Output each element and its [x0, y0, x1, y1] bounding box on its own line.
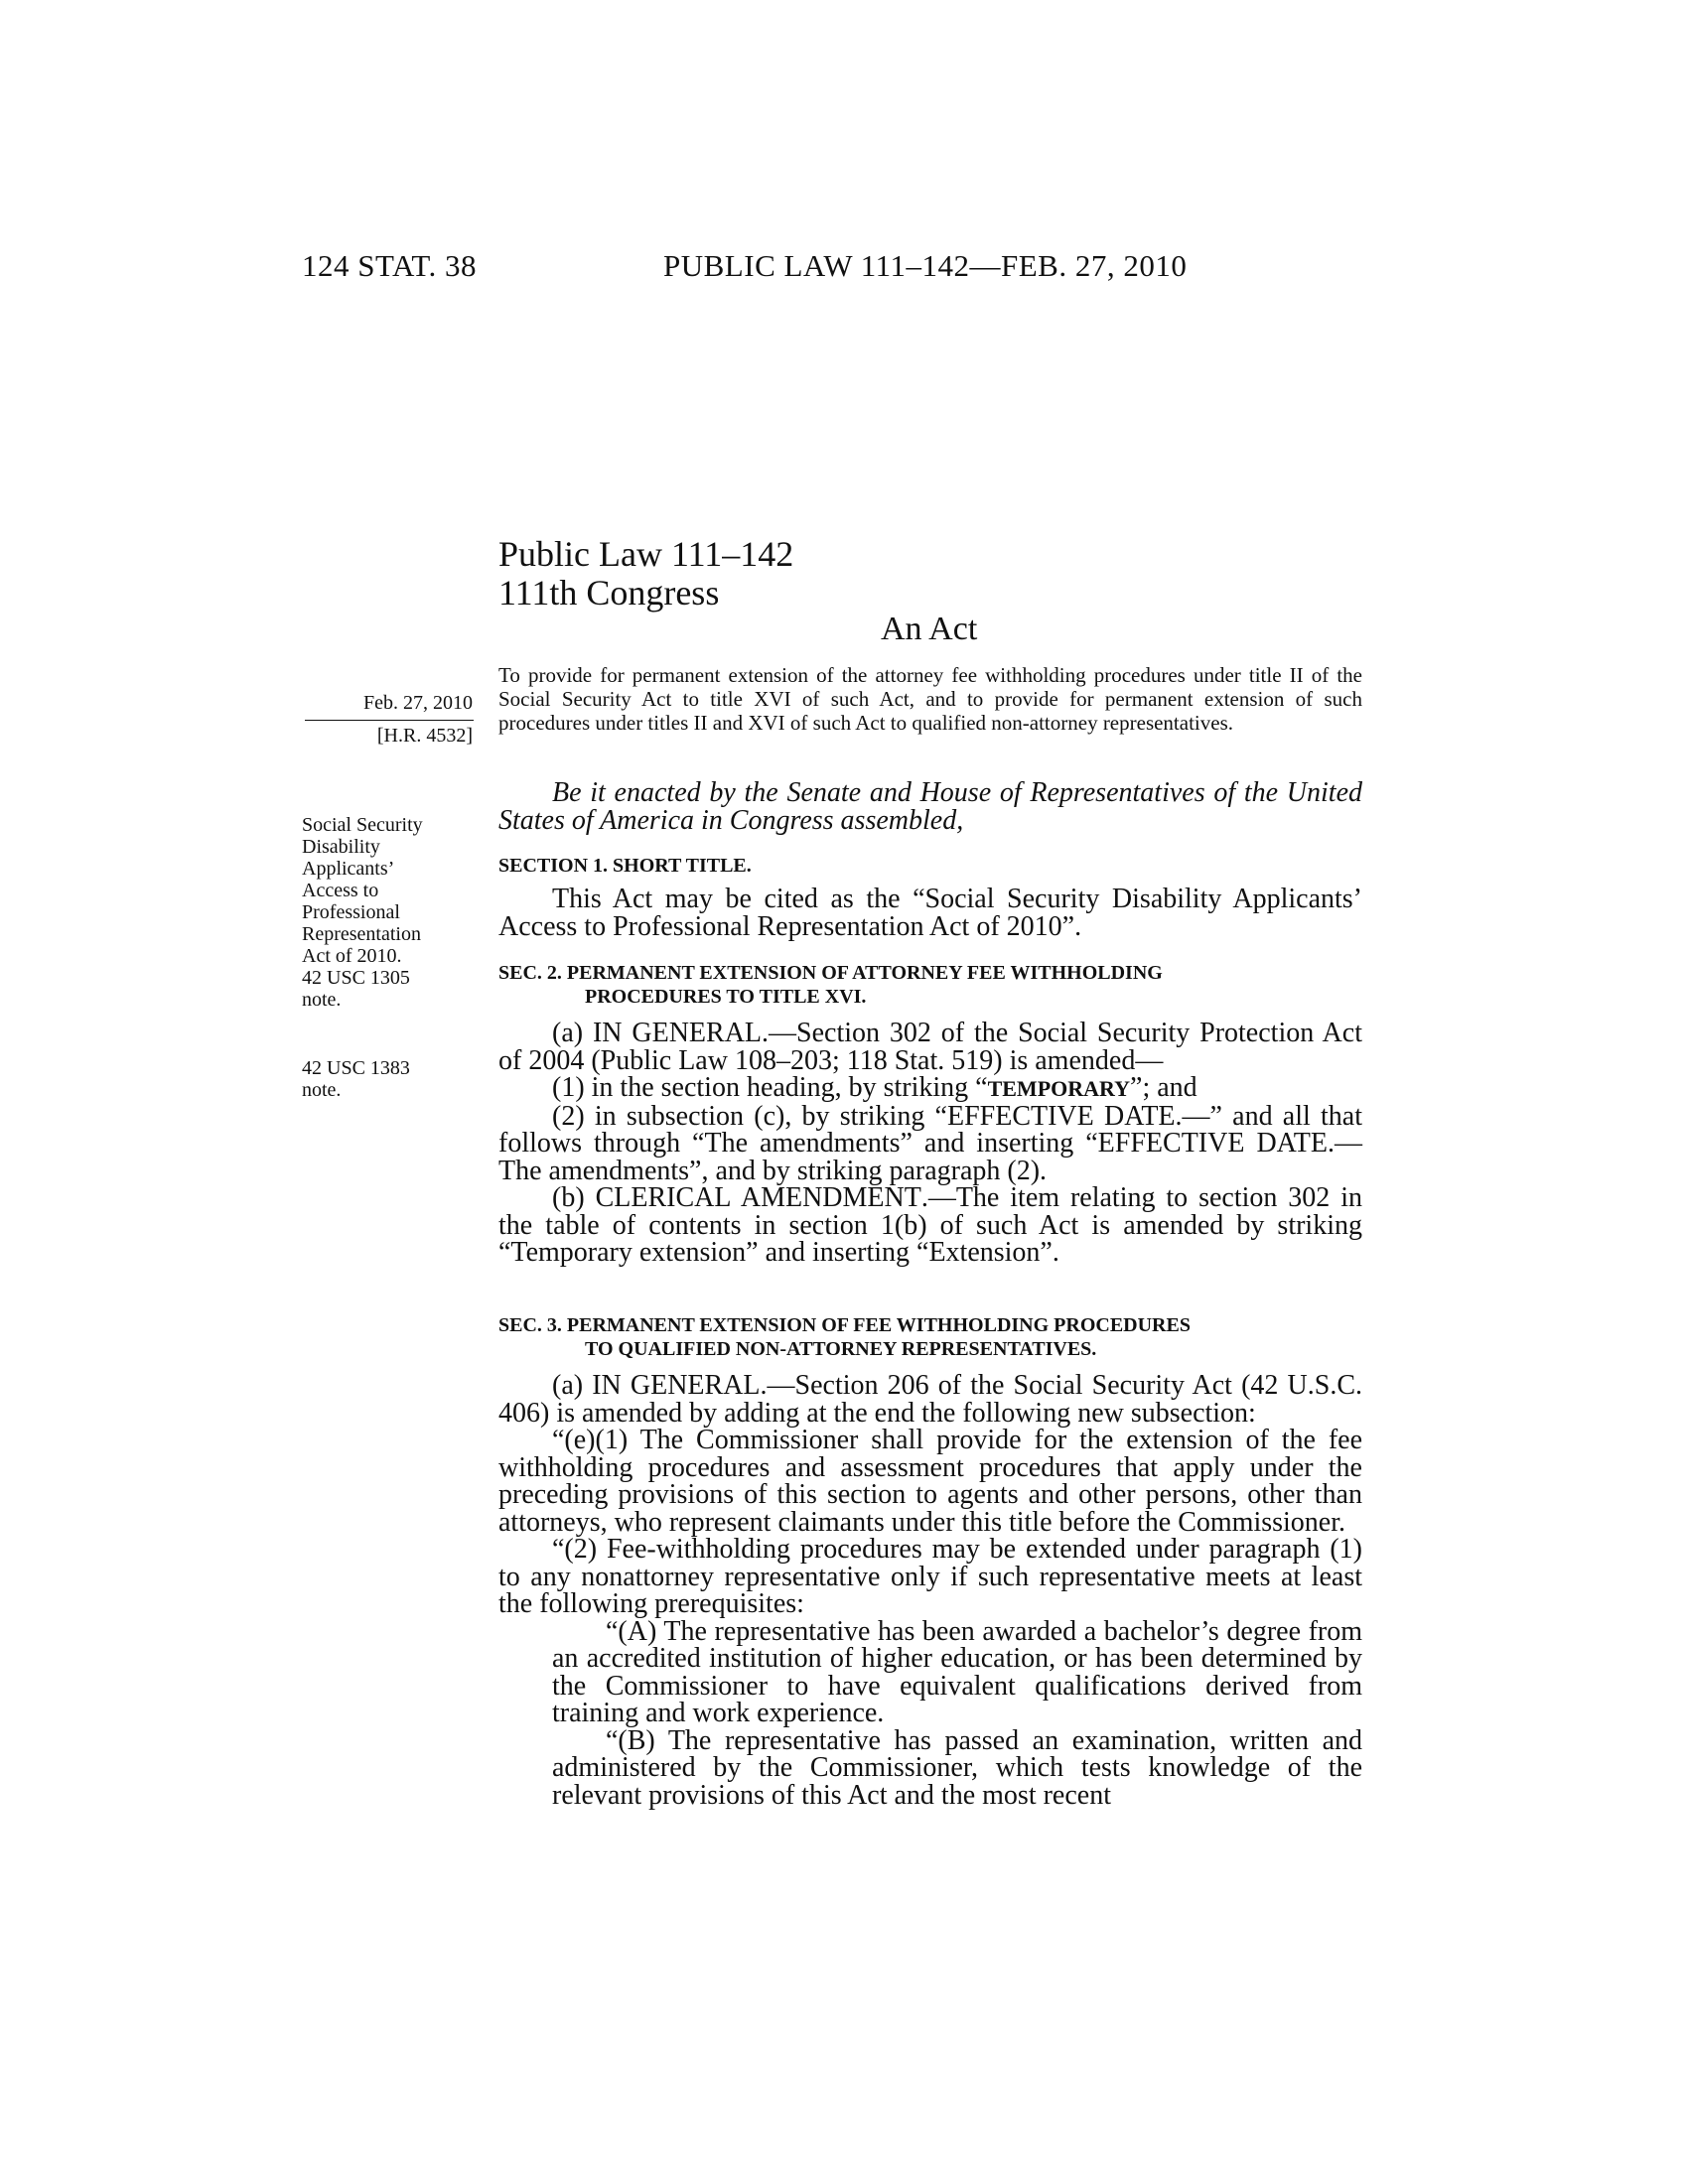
margin-usc-1383-note [302, 1057, 476, 1101]
subsection-a: (a) IN GENERAL.—Section 206 of the Social Security Act (42 U.S.C. 406) is amended by adding at the end the following new subsection: [498, 1370, 1362, 1429]
section-2-body [498, 1020, 1362, 1267]
page-stat-reference: 124 STAT. 38 [302, 248, 478, 283]
margin-rule [305, 720, 474, 721]
paragraph-2: (2) in subsection (c), by striking “EFFECTIVE DATE.—” and all that follows through “The amendments” and inserting “EFFECTIVE DATE.—The amendments”, and by striking paragraph (2). [498, 1100, 1362, 1186]
margin-line: Act of 2010. [302, 945, 402, 967]
margin-line: Professional [302, 901, 400, 923]
margin-line: note. [302, 1079, 342, 1101]
running-header: PUBLIC LAW 111–142—FEB. 27, 2010 [663, 248, 1188, 283]
paragraph-1: (1) in the section heading, by striking “TEMPORARY”; and [552, 1072, 1197, 1103]
section-1-text: This Act may be cited as the “Social Security Disability Applicants’ Access to Professional Representation Act of 2010”. [498, 884, 1362, 942]
heading-line: SEC. 2. PERMANENT EXTENSION OF ATTORNEY FEE WITHHOLDING [498, 962, 1163, 984]
margin-line: Applicants’ [302, 858, 395, 880]
margin-line: note. [302, 989, 342, 1011]
margin-line: 42 USC 1305 [302, 967, 410, 989]
heading-line: PROCEDURES TO TITLE XVI. [585, 986, 867, 1008]
section-3-heading [498, 1313, 1362, 1361]
enacting-clause: Be it enacted by the Senate and House of Representatives of the United States of America in Congress assembled, [498, 777, 1362, 836]
margin-line: Access to [302, 880, 379, 901]
act-purpose: To provide for permanent extension of the attorney fee withholding procedures under title II of the Social Security Act to title XVI of such Act, and to provide for permanent extension of such procedures under titles II and XVI of such Act to qualified non-attorney representatives. [498, 663, 1362, 735]
quoted-paragraph-e2: “(2) Fee-withholding procedures may be extended under paragraph (1) to any nonattorney representative only if such representative meets at least the following prerequisites: [498, 1534, 1362, 1619]
section-2-heading [498, 961, 1362, 1009]
congress-label: 111th Congress [498, 573, 720, 613]
public-law-number: Public Law 111–142 [498, 534, 794, 574]
margin-line: 42 USC 1383 [302, 1057, 410, 1079]
subsection-b: (b) CLERICAL AMENDMENT.—The item relating to section 302 in the table of contents in section 1(b) of such Act is amended by striking “Temporary extension” and inserting “Extension”. [498, 1182, 1362, 1268]
section-1-heading: SECTION 1. SHORT TITLE. [498, 855, 752, 877]
margin-line: Social Security [302, 814, 423, 836]
margin-bill-note: [H.R. 4532] [376, 725, 473, 747]
margin-line: Representation [302, 923, 421, 945]
margin-date-note: Feb. 27, 2010 [363, 692, 473, 714]
heading-line: TO QUALIFIED NON-ATTORNEY REPRESENTATIVES. [585, 1338, 1097, 1360]
margin-short-title-note [302, 814, 476, 1011]
quoted-paragraph-e1: “(e)(1) The Commissioner shall provide for the extension of the fee withholding procedures and assessment procedures that apply under the preceding provisions of this section to agents and other persons, other than attorneys, who represent claimants under this title before the Commissioner. [498, 1425, 1362, 1538]
an-act-heading: An Act [881, 611, 978, 647]
section-3-body [498, 1372, 1362, 1809]
heading-line: SEC. 3. PERMANENT EXTENSION OF FEE WITHHOLDING PROCEDURES [498, 1314, 1191, 1336]
margin-line: Disability [302, 836, 380, 858]
subsection-a: (a) IN GENERAL.—Section 302 of the Social Security Protection Act of 2004 (Public Law 108–203; 118 Stat. 519) is amended— [498, 1018, 1362, 1076]
quoted-subparagraph-b: “(B) The representative has passed an examination, written and administered by the Commissioner, which tests knowledge of the relevant provisions of this Act and the most recent [552, 1724, 1362, 1811]
quoted-subparagraph-a: “(A) The representative has been awarded a bachelor’s degree from an accredited institution of higher education, or has been determined by the Commissioner to have equivalent qualifications derived from training and work experience. [552, 1615, 1362, 1728]
